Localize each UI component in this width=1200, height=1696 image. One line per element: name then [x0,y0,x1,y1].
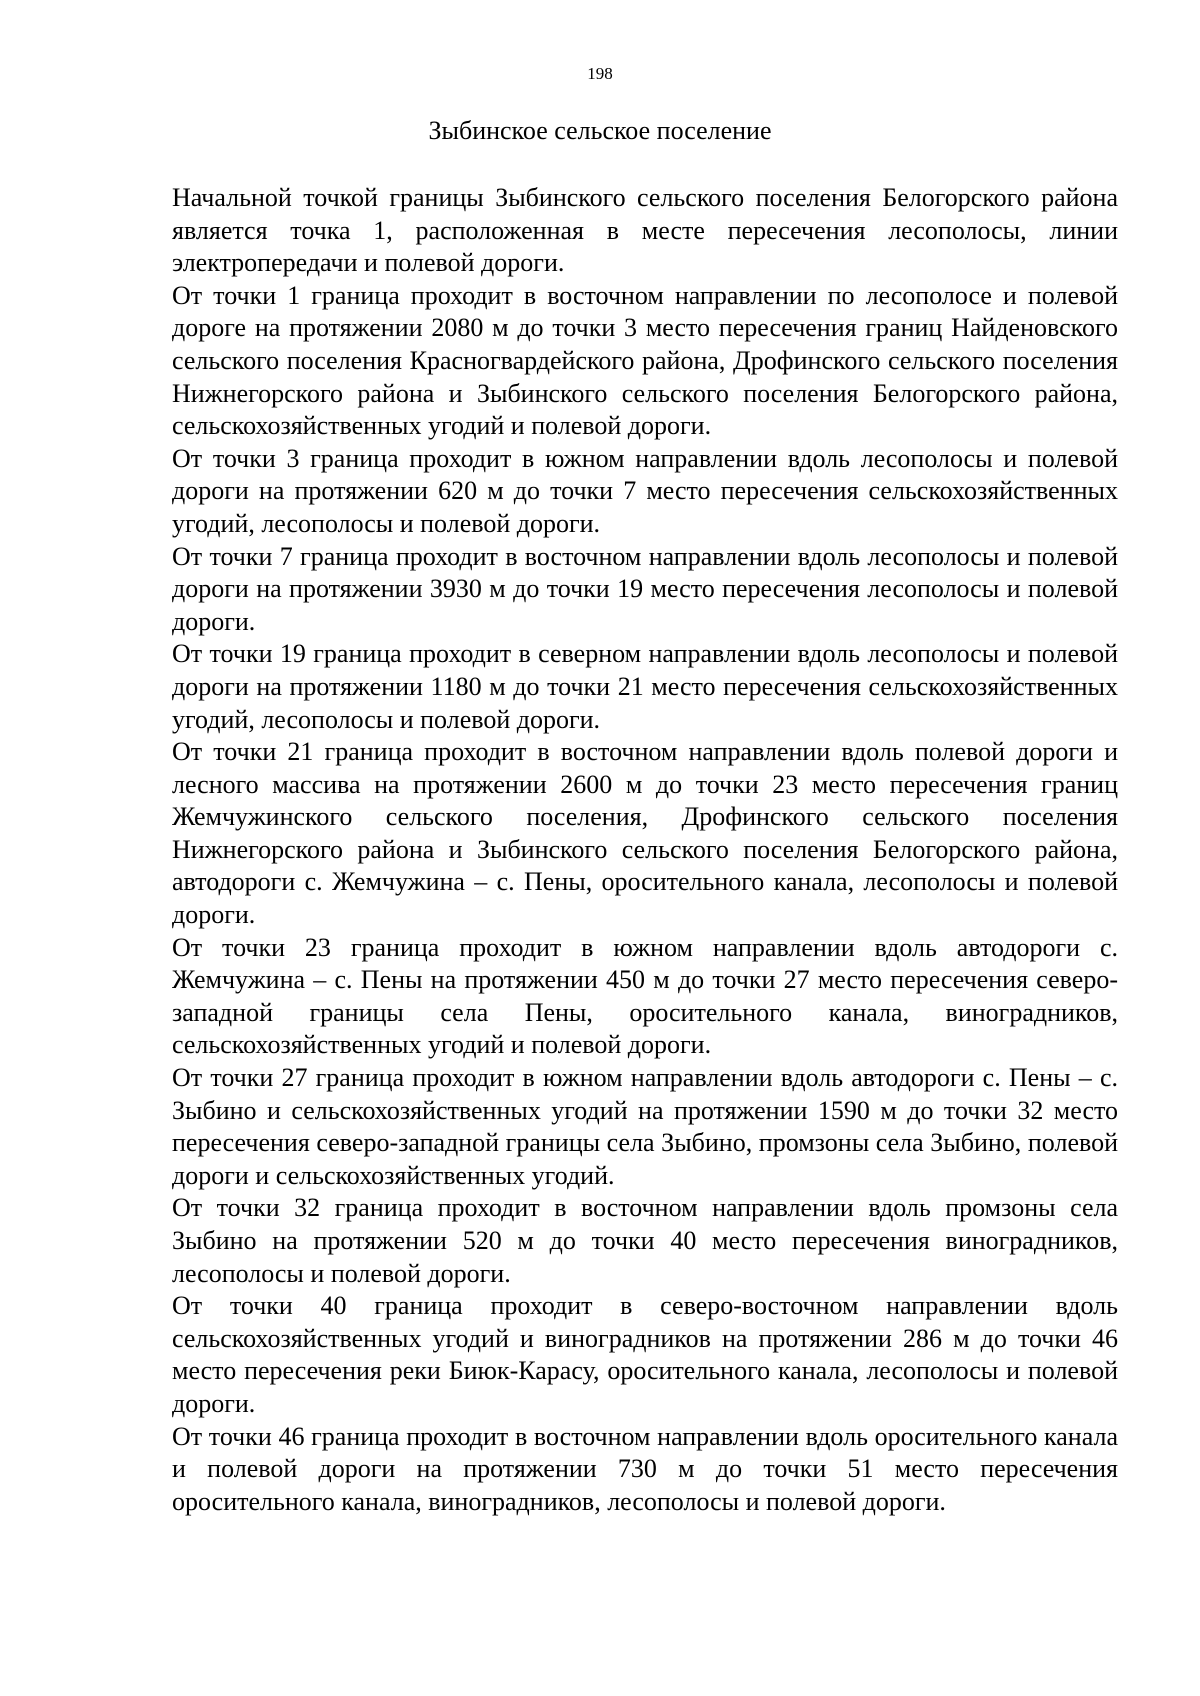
paragraph-8: От точки 27 граница проходит в южном направлении вдоль автодороги с. Пены – с. Зыбино и сельскохозяйственных угодий на протяжении 1590 м до точки 32 место пересечения северо-западной границы села Зыбино, промзоны села Зыбино, полевой дороги и сельскохозяйственных угодий. [172,1063,1118,1190]
paragraph-4: От точки 7 граница проходит в восточном направлении вдоль лесополосы и полевой дороги на протяжении 3930 м до точки 19 место пересечения лесополосы и полевой дороги. [172,541,1118,636]
page-number: 198 [587,64,613,83]
paragraph-11: От точки 46 граница проходит в восточном направлении вдоль оросительного канала и полевой дороги на протяжении 730 м до точки 51 место пересечения оросительного канала, виноградников, лесополосы и полевой дороги. [172,1421,1118,1516]
document-body [172,182,1118,1518]
paragraph-2: От точки 1 граница проходит в восточном направлении по лесополосе и полевой дороге на протяжении 2080 м до точки 3 место пересечения границ Найденовского сельского поселения Красногвардейского района, Дрофинского сельского поселения Нижнегорского района и Зыбинского сельского поселения Белогорского района, сельскохозяйственных угодий и полевой дороги. [172,280,1118,441]
paragraph-1: Начальной точкой границы Зыбинского сельского поселения Белогорского района является точка 1, расположенная в месте пересечения лесополосы, линии электропередачи и полевой дороги. [172,183,1118,278]
paragraph-6: От точки 21 граница проходит в восточном направлении вдоль полевой дороги и лесного массива на протяжении 2600 м до точки 23 место пересечения границ Жемчужинского сельского поселения, Дрофинского сельского поселения Нижнегорского района и Зыбинского сельского поселения Белогорского района, автодороги с. Жемчужина – с. Пены, оросительного канала, лесополосы и полевой дороги. [172,737,1118,930]
paragraph-10: От точки 40 граница проходит в северо-восточном направлении вдоль сельскохозяйственных угодий и виноградников на протяжении 286 м до точки 46 место пересечения реки Биюк-Карасу, оросительного канала, лесополосы и полевой дороги. [172,1291,1118,1418]
paragraph-3: От точки 3 граница проходит в южном направлении вдоль лесополосы и полевой дороги на протяжении 620 м до точки 7 место пересечения сельскохозяйственных угодий, лесополосы и полевой дороги. [172,443,1118,538]
paragraph-7: От точки 23 граница проходит в южном направлении вдоль автодороги с. Жемчужина – с. Пены на протяжении 450 м до точки 27 место пересечения северо-западной границы села Пены, оросительного канала, виноградников, сельскохозяйственных угодий и полевой дороги. [172,932,1118,1060]
paragraph-9: От точки 32 граница проходит в восточном направлении вдоль промзоны села Зыбино на протяжении 520 м до точки 40 место пересечения виноградников, лесополосы и полевой дороги. [172,1193,1118,1288]
paragraph-5: От точки 19 граница проходит в северном направлении вдоль лесополосы и полевой дороги на протяжении 1180 м до точки 21 место пересечения сельскохозяйственных угодий, лесополосы и полевой дороги. [172,639,1118,734]
document-title: Зыбинское сельское поселение [428,116,772,145]
